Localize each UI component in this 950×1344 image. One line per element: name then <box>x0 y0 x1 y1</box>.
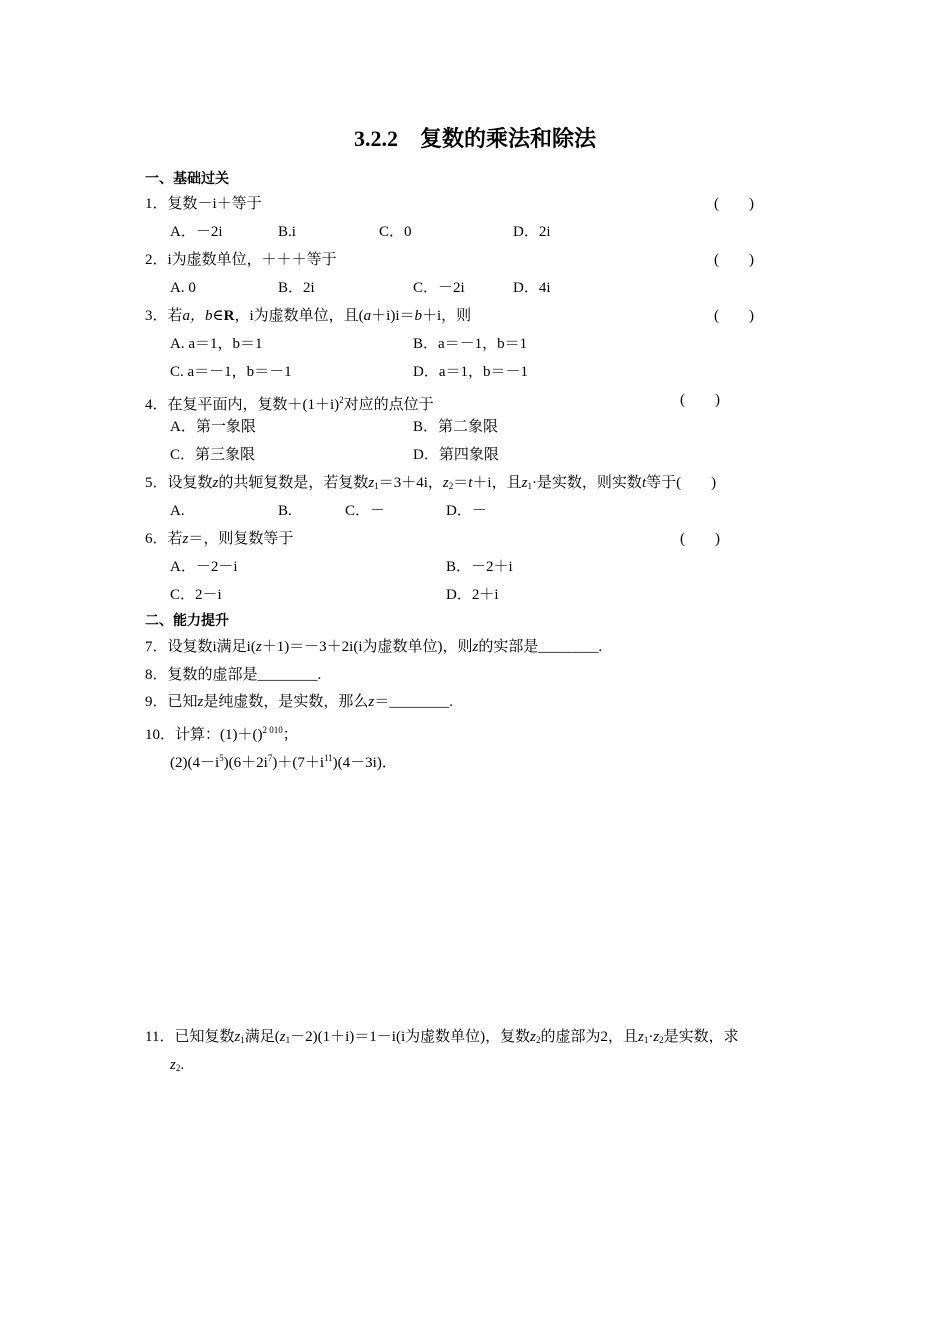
question-1-stem: 1．复数－i＋等于 <box>145 196 262 212</box>
option-b: B．2i <box>278 280 315 296</box>
question-3-stem: 3．若a，b∈R，i为虚数单位，且(a＋i)i＝b＋i，则 <box>145 308 472 324</box>
page-title: 3.2.2 复数的乘法和除法 <box>353 126 596 151</box>
option-d: D．2＋i <box>446 587 499 603</box>
option-d: D．－ <box>446 503 487 519</box>
option-a: A．第一象限 <box>170 419 256 435</box>
option-b: B．a＝－1，b＝1 <box>413 336 528 352</box>
option-a: A．－2i <box>170 224 223 240</box>
section-heading-basic: 一、基础过关 <box>145 171 229 187</box>
question-10-line-2: $(2)(4-i^5)(6+2i^7)+(7+i^{11})(4-3i)$． <box>170 753 397 771</box>
option-a: A．－2－i <box>170 559 238 575</box>
question-6-stem: 6．若z＝，则复数等于 <box>145 531 294 547</box>
question-7: 7．设复数i满足i(z＋1)＝－3＋2i(i为虚数单位)，则z的实部是________. <box>145 639 603 655</box>
option-b: B．－2＋i <box>446 559 513 575</box>
option-d: D．4i <box>513 280 551 296</box>
question-5-stem: 5．设复数z的共轭复数是，若复数$z_1=3+4i$，$z_2=t+i$，且$z_1\cdot$是实数，则实数t等于( ) <box>145 475 717 491</box>
answer-paren: ( ) <box>714 308 754 324</box>
question-11-line-2: $z_2$. <box>170 1057 185 1073</box>
option-b: B. <box>278 503 292 519</box>
question-8: 8．复数的虚部是________. <box>145 667 322 683</box>
answer-paren: ( ) <box>714 252 754 268</box>
option-a: A. <box>170 503 185 519</box>
answer-paren: ( ) <box>714 196 754 212</box>
option-b: B．第二象限 <box>413 419 499 435</box>
option-a: A. a＝1，b＝1 <box>170 336 263 352</box>
answer-paren: ( ) <box>680 392 720 408</box>
question-9: 9．已知z是纯虚数，是实数，那么z＝________. <box>145 694 453 710</box>
option-c: C．0 <box>379 224 412 240</box>
option-c: C．－ <box>345 503 386 519</box>
question-2-stem: 2．i为虚数单位，＋＋＋等于 <box>145 252 337 268</box>
answer-paren: ( ) <box>680 531 720 547</box>
option-d: D．2i <box>513 224 551 240</box>
option-c: C. a＝－1，b＝－1 <box>170 364 292 380</box>
option-d: D．第四象限 <box>413 447 499 463</box>
section-heading-advanced: 二、能力提升 <box>145 613 229 629</box>
option-c: C．2－i <box>170 587 222 603</box>
option-c: C．－2i <box>413 280 465 296</box>
option-a: A. 0 <box>170 280 196 296</box>
option-d: D．a＝1，b＝－1 <box>413 364 528 380</box>
option-b: B.i <box>278 224 296 240</box>
question-10-line-1: 10．计算：(1)＋()$^{2 010}$； <box>145 725 298 743</box>
question-11-line-1: 11．已知复数$z_1$满足$(z_1-2)(1+i)=1-i(i$为虚数单位)，复数$z_2$的虚部为2，且$z_1\cdot z_2$是实数，求 <box>145 1029 739 1045</box>
option-c: C．第三象限 <box>170 447 256 463</box>
question-4-stem: 4．在复平面内，复数$+(1+i)^2$对应的点位于 <box>145 395 434 413</box>
